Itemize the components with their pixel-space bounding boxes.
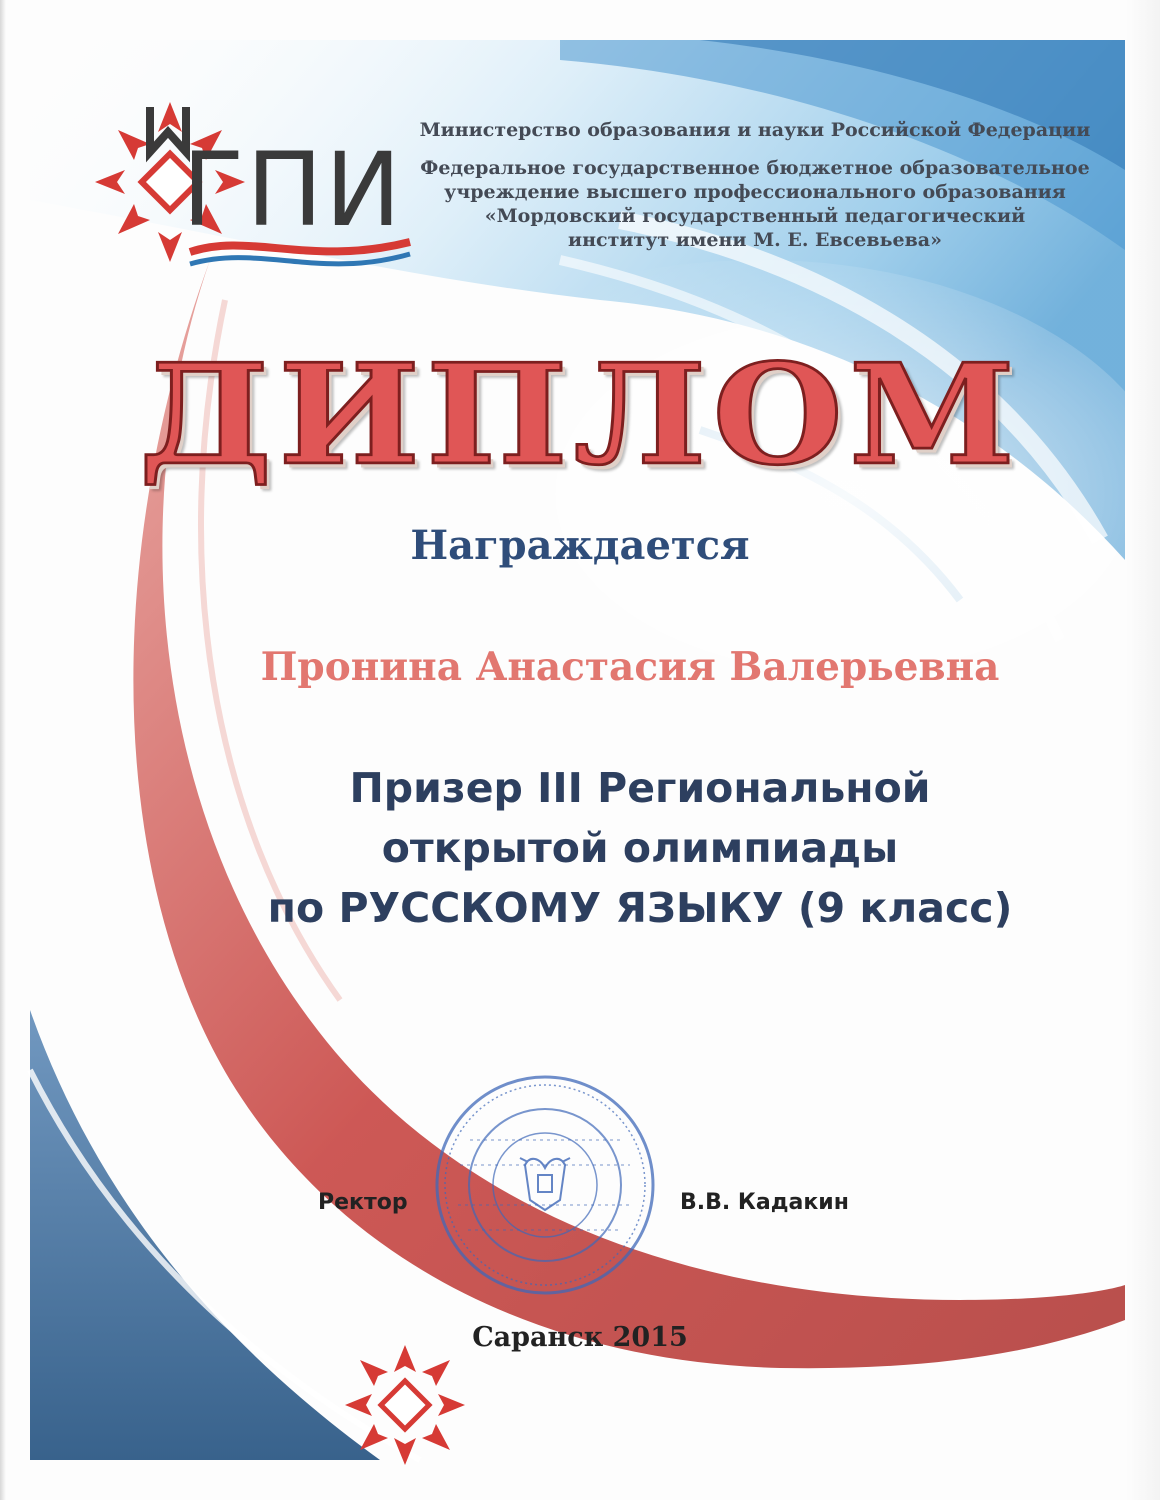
institution-line: «Мордовский государственный педагогический — [484, 205, 1026, 227]
signatory-position: Ректор — [318, 1190, 408, 1215]
issuer-header — [410, 118, 1100, 252]
recipient-name: Пронина Анастасия Валерьевна — [260, 644, 1000, 690]
ministry-name: Министерство образования и науки Российской Федерации — [419, 119, 1091, 141]
awarded-label: Награждается — [410, 522, 750, 569]
award-description — [140, 758, 1140, 938]
place-and-year: Саранск 2015 — [472, 1322, 688, 1353]
award-line: Призер III Региональной — [349, 764, 931, 812]
diploma-title: ДИПЛОМ — [138, 334, 1022, 496]
official-stamp — [430, 1070, 660, 1300]
scan-right-edge — [1126, 0, 1160, 1500]
award-line: открытой олимпиады — [381, 824, 899, 872]
signatory-name: В.В. Кадакин — [680, 1190, 849, 1215]
institution-line: институт имени М. Е. Евсевьева» — [568, 229, 942, 251]
scan-left-edge — [0, 0, 6, 1500]
award-line: по РУССКОМУ ЯЗЫКУ (9 класс) — [267, 884, 1013, 932]
mordovian-ornament-icon — [340, 1340, 470, 1470]
logo-text: ГПИ — [182, 131, 404, 250]
institution-line: Федеральное государственное бюджетное образовательное — [420, 157, 1090, 179]
coat-of-arms-icon — [520, 1158, 570, 1210]
institution-line: учреждение высшего профессионального образования — [444, 181, 1066, 203]
